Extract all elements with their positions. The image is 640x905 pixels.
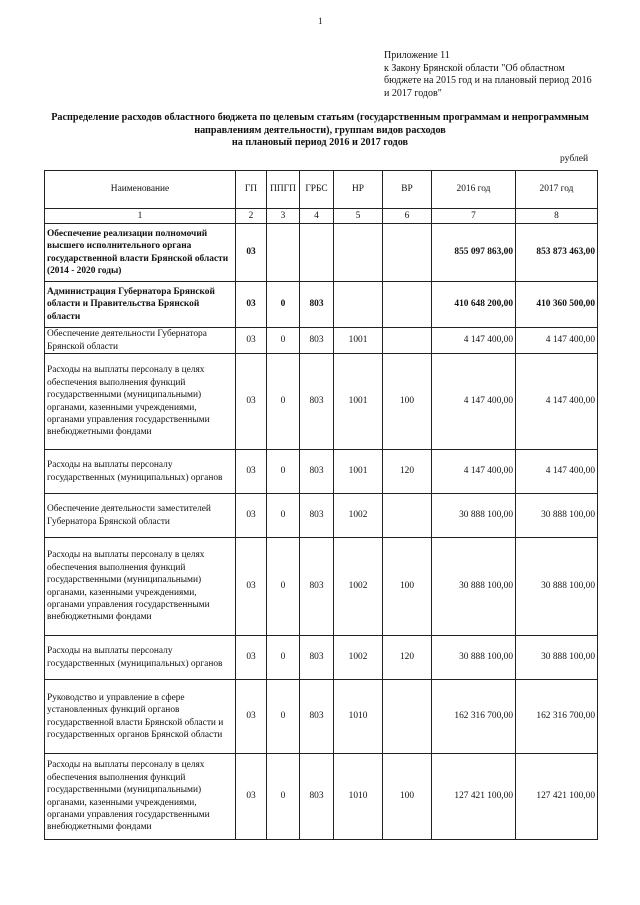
row-gp: 03 (236, 282, 267, 328)
row-grbs: 803 (300, 680, 334, 754)
row-grbs: 803 (300, 754, 334, 840)
table-row (45, 538, 598, 636)
row-vr (383, 328, 432, 354)
row-ppgp: 0 (267, 450, 300, 494)
row-vr: 100 (383, 754, 432, 840)
currency-unit: рублей (560, 153, 589, 164)
title-line: Распределение расходов областного бюджета по целевым статьям (государственным программам и непрограммным (51, 112, 589, 123)
annex-line: и 2017 годов" (384, 87, 442, 99)
row-amount-2016: 30 888 100,00 (432, 538, 516, 636)
row-gp: 03 (236, 636, 267, 680)
row-name: Расходы на выплаты персоналу государственных (муниципальных) органов (45, 636, 236, 680)
row-amount-2017: 853 873 463,00 (516, 224, 598, 282)
row-amount-2017: 30 888 100,00 (516, 494, 598, 538)
annex-line: к Закону Брянской области "Об областном (384, 62, 565, 74)
row-gp: 03 (236, 494, 267, 538)
row-ppgp: 0 (267, 754, 300, 840)
row-gp: 03 (236, 328, 267, 354)
column-number: 7 (432, 209, 516, 224)
row-name: Обеспечение деятельности заместителей Губернатора Брянской области (45, 494, 236, 538)
row-ppgp: 0 (267, 354, 300, 450)
annex-line: Приложение 11 (384, 50, 450, 61)
header-gp: ГП (236, 171, 267, 209)
column-number: 5 (334, 209, 383, 224)
row-gp: 03 (236, 680, 267, 754)
header-ppgp: ППГП (267, 171, 300, 209)
annex-block (384, 50, 602, 100)
row-amount-2017: 4 147 400,00 (516, 354, 598, 450)
table-row (45, 754, 598, 840)
document-title (40, 112, 600, 150)
row-grbs: 803 (300, 328, 334, 354)
title-line: направлениям деятельности), группам видов расходов (194, 124, 446, 136)
row-name: Обеспечение реализации полномочий высшего исполнительного органа государственной власти Брянской области (2014 - 2020 годы) (45, 224, 236, 282)
row-gp: 03 (236, 224, 267, 282)
header-2016: 2016 год (432, 171, 516, 209)
row-nr: 1010 (334, 680, 383, 754)
row-vr (383, 224, 432, 282)
row-ppgp: 0 (267, 282, 300, 328)
row-gp: 03 (236, 450, 267, 494)
row-gp: 03 (236, 538, 267, 636)
row-vr: 120 (383, 450, 432, 494)
header-nr: НР (334, 171, 383, 209)
row-amount-2016: 4 147 400,00 (432, 354, 516, 450)
column-number: 1 (45, 209, 236, 224)
table-row (45, 328, 598, 354)
row-nr (334, 224, 383, 282)
row-grbs (300, 224, 334, 282)
row-ppgp: 0 (267, 680, 300, 754)
column-number: 8 (516, 209, 598, 224)
column-number: 3 (267, 209, 300, 224)
header-grbs: ГРБС (300, 171, 334, 209)
row-vr: 100 (383, 354, 432, 450)
row-name: Расходы на выплаты персоналу в целях обеспечения выполнения функций государственными (муниципальными) органами, казенными учреждениями, органами управления государственными внебюджетными фондами (45, 538, 236, 636)
row-amount-2017: 162 316 700,00 (516, 680, 598, 754)
table-row (45, 354, 598, 450)
row-amount-2017: 4 147 400,00 (516, 328, 598, 354)
row-name: Расходы на выплаты персоналу государственных (муниципальных) органов (45, 450, 236, 494)
page-number: 1 (318, 16, 323, 26)
row-nr: 1010 (334, 754, 383, 840)
row-grbs: 803 (300, 282, 334, 328)
table-row (45, 224, 598, 282)
row-amount-2017: 4 147 400,00 (516, 450, 598, 494)
row-name: Администрация Губернатора Брянской области и Правительства Брянской области (45, 282, 236, 328)
row-amount-2016: 4 147 400,00 (432, 328, 516, 354)
table-row (45, 282, 598, 328)
row-ppgp: 0 (267, 538, 300, 636)
header-2017: 2017 год (516, 171, 598, 209)
row-amount-2016: 30 888 100,00 (432, 494, 516, 538)
table-row (45, 450, 598, 494)
row-amount-2016: 410 648 200,00 (432, 282, 516, 328)
column-number: 6 (383, 209, 432, 224)
row-amount-2017: 127 421 100,00 (516, 754, 598, 840)
column-number: 4 (300, 209, 334, 224)
row-name: Расходы на выплаты персоналу в целях обеспечения выполнения функций государственными (муниципальными) органами, казенными учреждениями, органами управления государственными внебюджетными фондами (45, 754, 236, 840)
table-row (45, 680, 598, 754)
row-nr: 1001 (334, 328, 383, 354)
row-nr: 1002 (334, 538, 383, 636)
table-row (45, 494, 598, 538)
row-grbs: 803 (300, 450, 334, 494)
column-number-row (45, 209, 598, 224)
header-name: Наименование (45, 171, 236, 209)
row-amount-2016: 855 097 863,00 (432, 224, 516, 282)
row-nr: 1001 (334, 450, 383, 494)
annex-line: бюджете на 2015 год и на плановый период 2016 (384, 75, 592, 86)
header-vr: ВР (383, 171, 432, 209)
row-name: Руководство и управление в сфере установленных функций органов государственной власти Брянской области и государственных органов Брянской области (45, 680, 236, 754)
table-row (45, 636, 598, 680)
row-nr: 1001 (334, 354, 383, 450)
row-vr: 100 (383, 538, 432, 636)
row-ppgp: 0 (267, 636, 300, 680)
row-grbs: 803 (300, 538, 334, 636)
row-name: Расходы на выплаты персоналу в целях обеспечения выполнения функций государственными (муниципальными) органами, казенными учреждениями, органами управления государственными внебюджетными фондами (45, 354, 236, 450)
row-amount-2016: 127 421 100,00 (432, 754, 516, 840)
row-grbs: 803 (300, 636, 334, 680)
row-amount-2017: 30 888 100,00 (516, 538, 598, 636)
row-amount-2016: 4 147 400,00 (432, 450, 516, 494)
row-ppgp: 0 (267, 494, 300, 538)
budget-table (44, 170, 598, 840)
row-name: Обеспечение деятельности Губернатора Брянской области (45, 328, 236, 354)
row-grbs: 803 (300, 354, 334, 450)
row-amount-2016: 30 888 100,00 (432, 636, 516, 680)
row-grbs: 803 (300, 494, 334, 538)
column-number: 2 (236, 209, 267, 224)
row-nr: 1002 (334, 636, 383, 680)
row-nr: 1002 (334, 494, 383, 538)
row-vr: 120 (383, 636, 432, 680)
row-vr (383, 282, 432, 328)
row-gp: 03 (236, 354, 267, 450)
row-amount-2017: 30 888 100,00 (516, 636, 598, 680)
row-vr (383, 494, 432, 538)
row-ppgp: 0 (267, 328, 300, 354)
header-row (45, 171, 598, 209)
row-nr (334, 282, 383, 328)
row-ppgp (267, 224, 300, 282)
row-amount-2017: 410 360 500,00 (516, 282, 598, 328)
row-amount-2016: 162 316 700,00 (432, 680, 516, 754)
row-vr (383, 680, 432, 754)
title-line: на плановый период 2016 и 2017 годов (231, 137, 409, 148)
row-gp: 03 (236, 754, 267, 840)
